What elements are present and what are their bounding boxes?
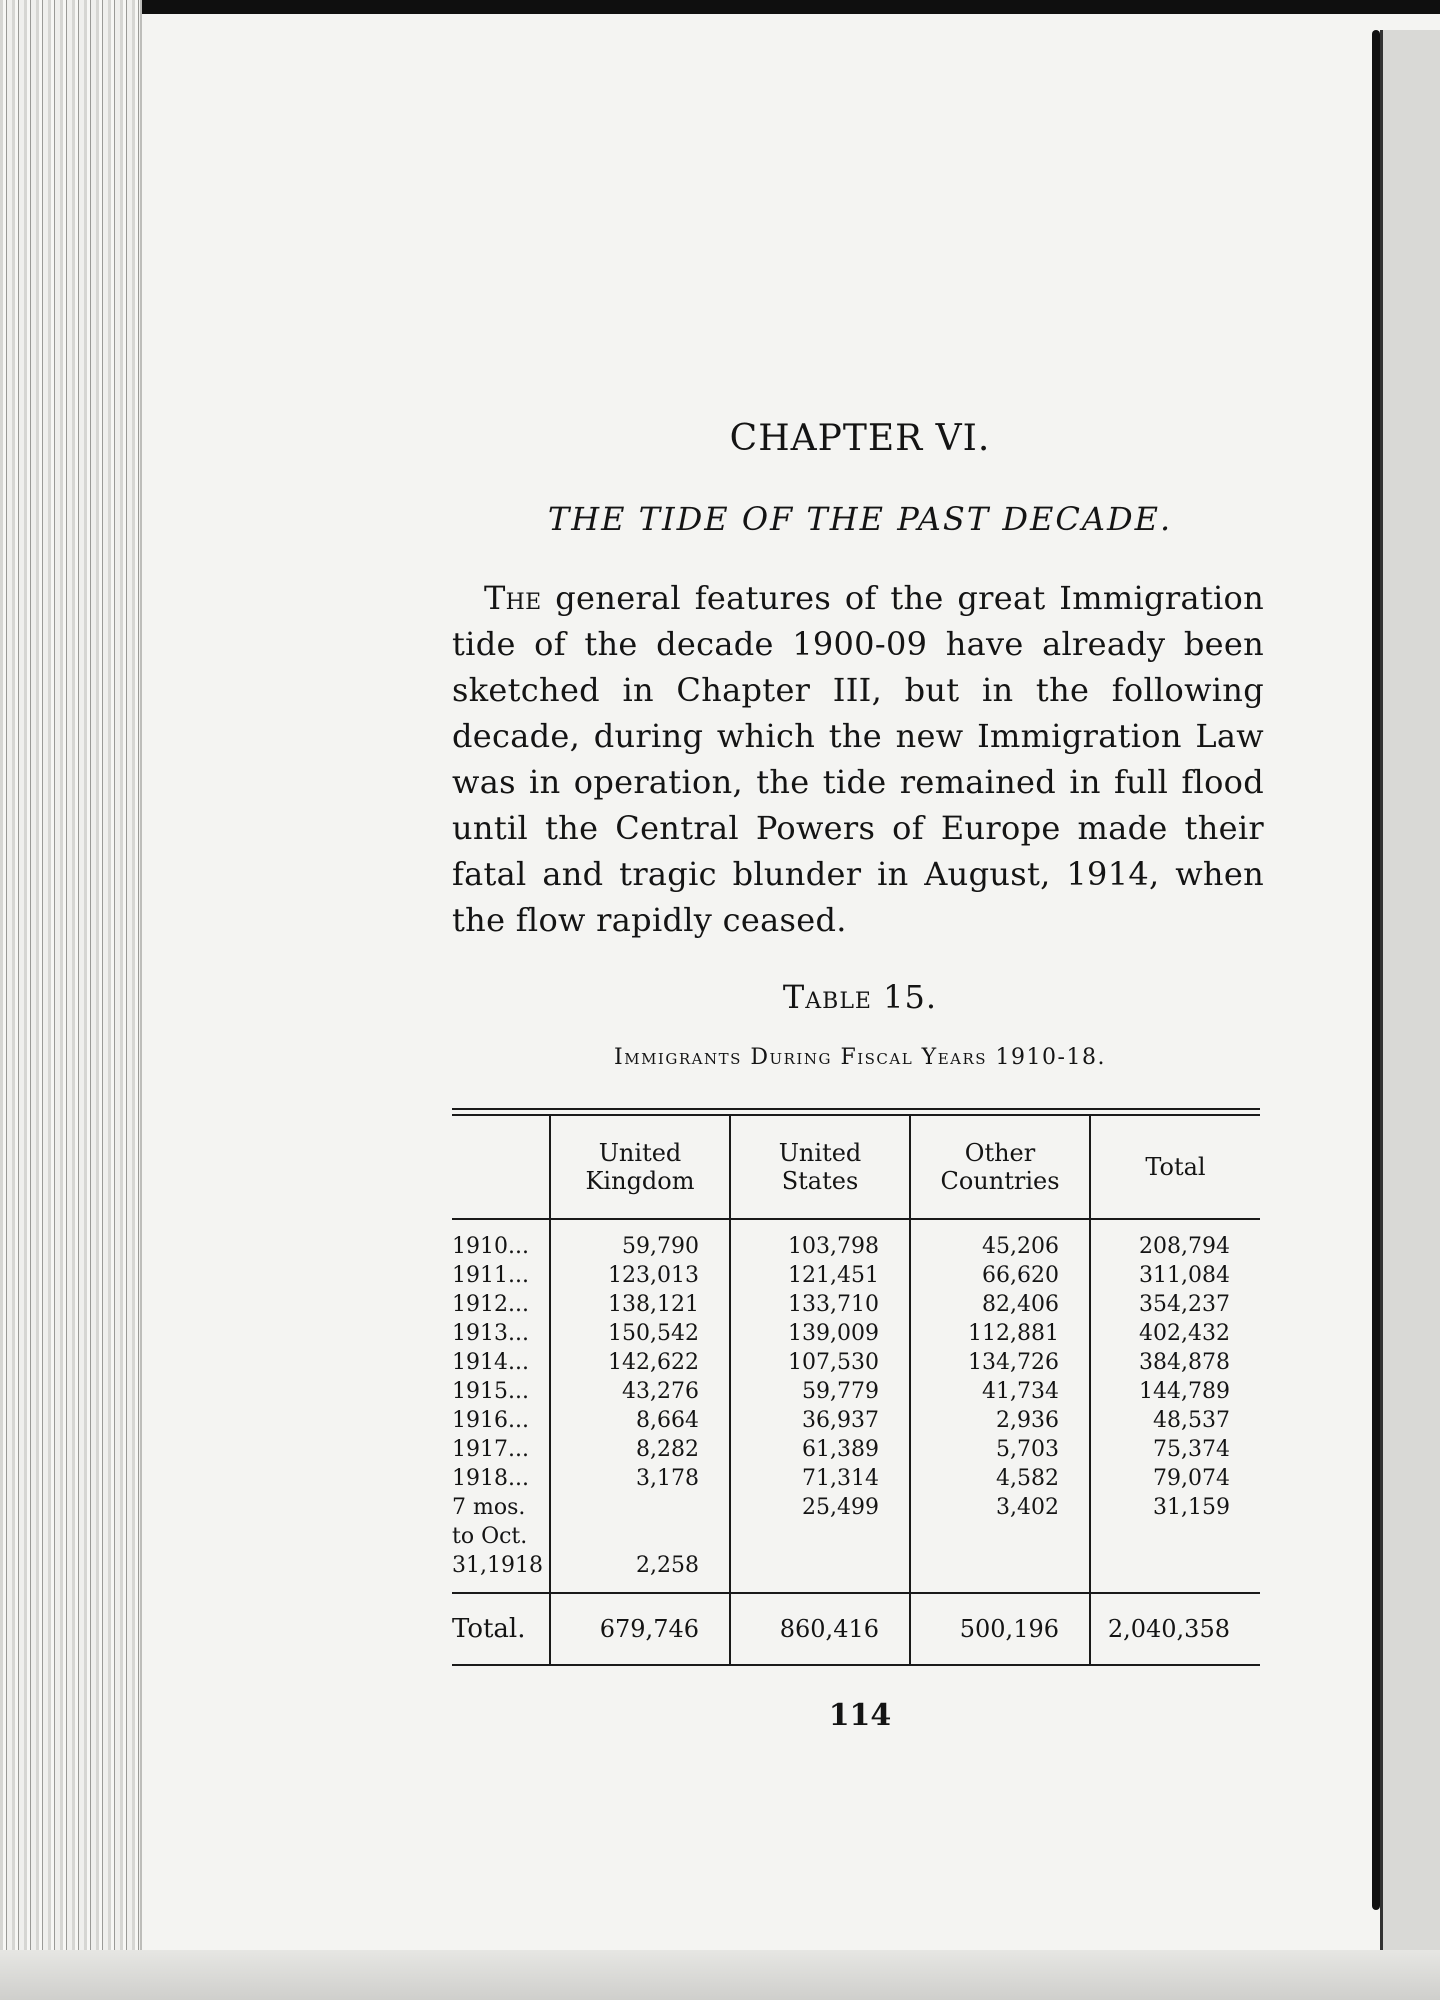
table-cell: 107,530: [730, 1348, 910, 1377]
book-top-edge: [0, 0, 1440, 14]
row-label: 1910...: [452, 1234, 529, 1259]
facing-page-edge: [1380, 30, 1440, 1950]
total-row: [452, 1593, 1260, 1665]
table-row: [452, 1551, 1260, 1593]
table-cell: 5,703: [910, 1435, 1090, 1464]
body-paragraph: [452, 575, 1264, 943]
table-cell: 3,178: [550, 1464, 730, 1493]
table-cell: 139,009: [730, 1319, 910, 1348]
table-cell: 59,790: [550, 1219, 730, 1261]
row-label: 1911...: [452, 1263, 529, 1288]
total-cell: 860,416: [730, 1593, 910, 1665]
column-header: United States: [730, 1116, 910, 1219]
paragraph-text: general features of the great Immigration tide of the decade 1900-09 have already been sketched in Chapter III, but in the following decade, during which the new Immigration Law was in operation, the tide remained in full flood until the Central Powers of Europe made their fatal and tragic blunder in August, 1914, when the flow rapidly ceased.: [452, 579, 1264, 939]
table-cell: 75,374: [1090, 1435, 1260, 1464]
table-row: [452, 1219, 1260, 1261]
table-cell: 36,937: [730, 1406, 910, 1435]
table-cell: 402,432: [1090, 1319, 1260, 1348]
table-cell: 43,276: [550, 1377, 730, 1406]
row-label: 1916...: [452, 1408, 529, 1433]
table-cell: [910, 1551, 1090, 1593]
table-cell: 208,794: [1090, 1219, 1260, 1261]
table-body: [452, 1219, 1260, 1665]
table-cell: [1090, 1522, 1260, 1551]
row-label: 1913...: [452, 1321, 529, 1346]
immigrants-table: [452, 1116, 1260, 1666]
table-header-row: [452, 1116, 1260, 1219]
table-cell: 138,121: [550, 1290, 730, 1319]
row-label: 1914...: [452, 1350, 529, 1375]
table-cell: 48,537: [1090, 1406, 1260, 1435]
table-cell: 82,406: [910, 1290, 1090, 1319]
table-cell: 3,402: [910, 1493, 1090, 1522]
row-label: 31,1918: [452, 1553, 543, 1578]
row-label: 1918...: [452, 1466, 529, 1491]
table-cell: 79,074: [1090, 1464, 1260, 1493]
table-cell: 4,582: [910, 1464, 1090, 1493]
table-cell: 61,389: [730, 1435, 910, 1464]
table-cell: 59,779: [730, 1377, 910, 1406]
immigrants-table-container: [452, 1108, 1260, 1666]
table-cell: 8,664: [550, 1406, 730, 1435]
column-header: [452, 1116, 550, 1219]
table-cell: [550, 1493, 730, 1522]
table-row: [452, 1464, 1260, 1493]
total-label: Total.: [452, 1593, 550, 1665]
table-cell: 25,499: [730, 1493, 910, 1522]
paragraph-lead-word: The: [484, 579, 542, 617]
table-cell: 2,936: [910, 1406, 1090, 1435]
chapter-subtitle: THE TIDE OF THE PAST DECADE.: [547, 500, 1173, 538]
book-gutter: [1372, 30, 1380, 1910]
total-cell: 500,196: [910, 1593, 1090, 1665]
table-cell: 112,881: [910, 1319, 1090, 1348]
row-label: to Oct.: [452, 1524, 528, 1549]
table-row: [452, 1435, 1260, 1464]
table-cell: 311,084: [1090, 1261, 1260, 1290]
table-cell: [550, 1522, 730, 1551]
table-cell: [910, 1522, 1090, 1551]
table-title: Table 15.: [782, 978, 938, 1016]
chapter-title: CHAPTER VI.: [729, 418, 991, 459]
table-cell: 144,789: [1090, 1377, 1260, 1406]
table-cell: 2,258: [550, 1551, 730, 1593]
table-cell: 133,710: [730, 1290, 910, 1319]
table-cell: [730, 1522, 910, 1551]
table-row: [452, 1493, 1260, 1522]
table-cell: 66,620: [910, 1261, 1090, 1290]
table-cell: 354,237: [1090, 1290, 1260, 1319]
table-cell: 71,314: [730, 1464, 910, 1493]
table-row: [452, 1377, 1260, 1406]
table-cell: 384,878: [1090, 1348, 1260, 1377]
table-row: [452, 1348, 1260, 1377]
table-cell: 150,542: [550, 1319, 730, 1348]
table-cell: 103,798: [730, 1219, 910, 1261]
table-row: [452, 1319, 1260, 1348]
row-label: 7 mos.: [452, 1495, 526, 1520]
table-row: [452, 1522, 1260, 1551]
table-cell: 8,282: [550, 1435, 730, 1464]
row-label: 1917...: [452, 1437, 529, 1462]
row-label: 1915...: [452, 1379, 529, 1404]
table-row: [452, 1406, 1260, 1435]
total-cell: 2,040,358: [1090, 1593, 1260, 1665]
table-cell: [730, 1551, 910, 1593]
table-cell: 31,159: [1090, 1493, 1260, 1522]
table-cell: 142,622: [550, 1348, 730, 1377]
book-page-edges: [0, 0, 142, 1960]
table-row: [452, 1261, 1260, 1290]
table-cell: 41,734: [910, 1377, 1090, 1406]
table-cell: 134,726: [910, 1348, 1090, 1377]
table-cell: [1090, 1551, 1260, 1593]
table-cell: 121,451: [730, 1261, 910, 1290]
table-top-rule: [452, 1108, 1260, 1116]
column-header: United Kingdom: [550, 1116, 730, 1219]
table-cell: 123,013: [550, 1261, 730, 1290]
row-label: 1912...: [452, 1292, 529, 1317]
total-cell: 679,746: [550, 1593, 730, 1665]
column-header: Other Countries: [910, 1116, 1090, 1219]
page-number: 114: [828, 1698, 892, 1733]
table-cell: 45,206: [910, 1219, 1090, 1261]
book-bottom-shadow: [0, 1950, 1440, 2000]
column-header: Total: [1090, 1116, 1260, 1219]
table-caption: Immigrants During Fiscal Years 1910-18.: [614, 1045, 1106, 1070]
table-row: [452, 1290, 1260, 1319]
